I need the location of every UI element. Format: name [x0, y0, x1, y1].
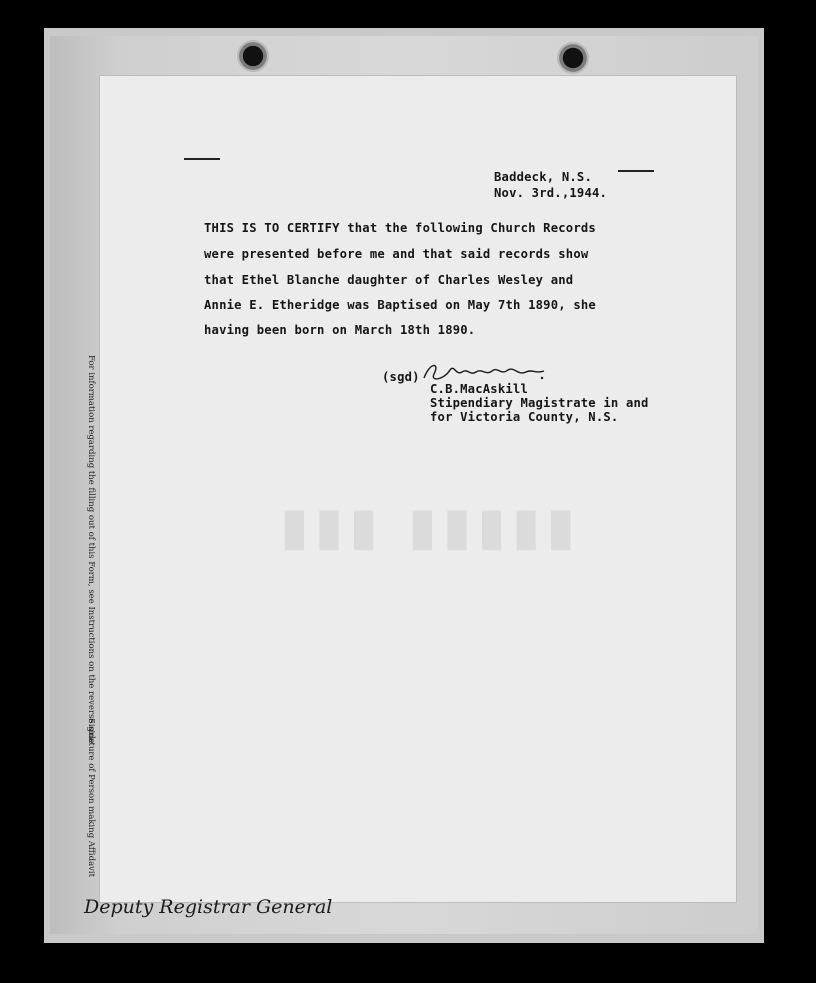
signer-name: C.B.MacAskill [430, 382, 528, 396]
certificate-letter [100, 76, 736, 902]
letter-body-line: were presented before me and that said records show [204, 247, 589, 261]
punch-hole [237, 40, 269, 72]
form-instructions-note: For information regarding the filling out of this Form, see Instructions on the reverse side [86, 355, 96, 744]
bleed-through-watermark: ▮▮▮ ▮▮▮▮▮ [280, 496, 582, 557]
sgd-mark: (sgd) [382, 370, 420, 384]
letter-place: Baddeck, N.S. [494, 170, 592, 184]
letter-body-line: THIS IS TO CERTIFY that the following Church Records [204, 221, 596, 235]
affidavit-signature-label: Signature of Person making Affidavit [86, 718, 96, 878]
letter-body-line: that Ethel Blanche daughter of Charles Wesley and [204, 273, 574, 287]
letter-body-line: Annie E. Etheridge was Baptised on May 7th 1890, she [204, 298, 596, 312]
letter-date: Nov. 3rd.,1944. [494, 186, 608, 200]
signer-title-line-2: for Victoria County, N.S. [430, 410, 619, 424]
handwritten-footer: Deputy Registrar General [84, 896, 333, 918]
signer-title-line-1: Stipendiary Magistrate in and [430, 396, 649, 410]
margin-dash [184, 158, 220, 160]
punch-hole [557, 42, 589, 74]
margin-dash [618, 170, 654, 172]
letter-body-line: having been born on March 18th 1890. [204, 323, 476, 337]
